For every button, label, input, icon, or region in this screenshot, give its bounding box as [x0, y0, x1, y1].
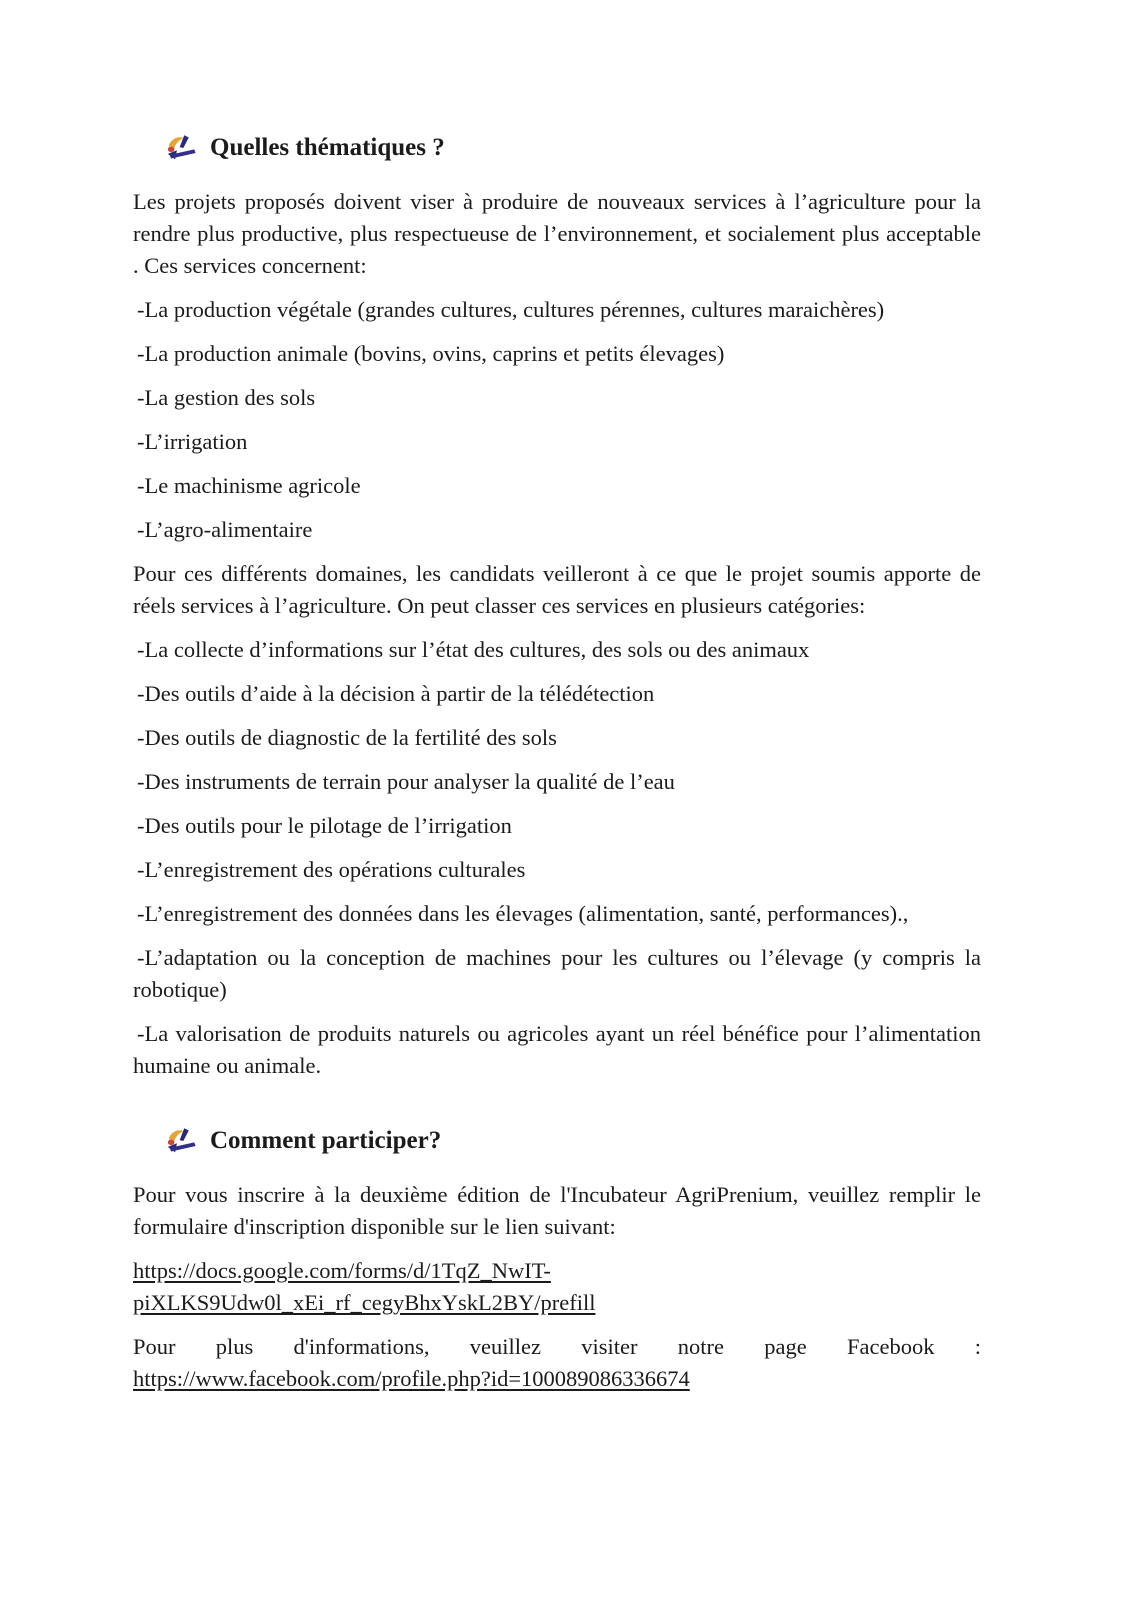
- list-item: -L’enregistrement des données dans les élevages (alimentation, santé, performances).,: [137, 901, 909, 926]
- list-item: -La valorisation de produits naturels ou agricoles ayant un réel bénéfice pour l’alimentation humaine ou animale.: [133, 1021, 981, 1078]
- multicolor-arrow-bullet-icon: [166, 134, 197, 162]
- list-item: -L’adaptation ou la conception de machines pour les cultures ou l’élevage (y compris la robotique): [133, 945, 981, 1002]
- participate-intro-paragraph: Pour vous inscrire à la deuxième édition de l'Incubateur AgriPrenium, veuillez remplir le formulaire d'inscription disponible sur le lien suivant:: [133, 1182, 981, 1239]
- heading-themes: [166, 131, 981, 164]
- heading-participate-label: Comment participer?: [210, 1127, 442, 1154]
- heading-participate: [166, 1124, 981, 1157]
- list-item: -La production végétale (grandes cultures, cultures pérennes, cultures maraichères): [137, 297, 885, 322]
- facebook-link[interactable]: https://www.facebook.com/profile.php?id=100089086336674: [133, 1366, 690, 1391]
- categories-intro-paragraph: Pour ces différents domaines, les candidats veilleront à ce que le projet soumis apporte de réels services à l’agriculture. On peut classer ces services en plusieurs catégories:: [133, 561, 981, 618]
- google-form-link[interactable]: https://docs.google.com/forms/d/1TqZ_NwIT-piXLKS9Udw0l_xEi_rf_cegyBhxYskL2BY/prefill: [133, 1258, 596, 1315]
- list-item: -La gestion des sols: [137, 385, 316, 410]
- list-item: -La production animale (bovins, ovins, caprins et petits élevages): [137, 341, 725, 366]
- form-link-line: [133, 1255, 981, 1319]
- list-item: -Le machinisme agricole: [137, 473, 361, 498]
- list-item: -Des outils pour le pilotage de l’irrigation: [137, 813, 512, 838]
- facebook-paragraph: [133, 1331, 981, 1395]
- multicolor-arrow-bullet-icon: [166, 1127, 197, 1155]
- facebook-link-line: [133, 1363, 981, 1395]
- list-item: -Des instruments de terrain pour analyser la qualité de l’eau: [137, 769, 675, 794]
- heading-themes-label: Quelles thématiques ?: [210, 134, 445, 161]
- themes-list: [133, 294, 981, 546]
- categories-list: [133, 634, 981, 1082]
- list-item: -Des outils d’aide à la décision à partir de la télédétection: [137, 681, 655, 706]
- list-item: -L’irrigation: [137, 429, 248, 454]
- document-page: [133, 131, 981, 1407]
- list-item: -Des outils de diagnostic de la fertilité des sols: [137, 725, 557, 750]
- list-item: -La collecte d’informations sur l’état des cultures, des sols ou des animaux: [137, 637, 810, 662]
- themes-intro-paragraph: Les projets proposés doivent viser à produire de nouveaux services à l’agriculture pour la rendre plus productive, plus respectueuse de l’environnement, et socialement plus acceptable . Ces services concernent:: [133, 189, 981, 278]
- facebook-info-text: Pour plus d'informations, veuillez visiter notre page Facebook :: [133, 1334, 981, 1359]
- list-item: -L’enregistrement des opérations culturales: [137, 857, 526, 882]
- list-item: -L’agro-alimentaire: [137, 517, 313, 542]
